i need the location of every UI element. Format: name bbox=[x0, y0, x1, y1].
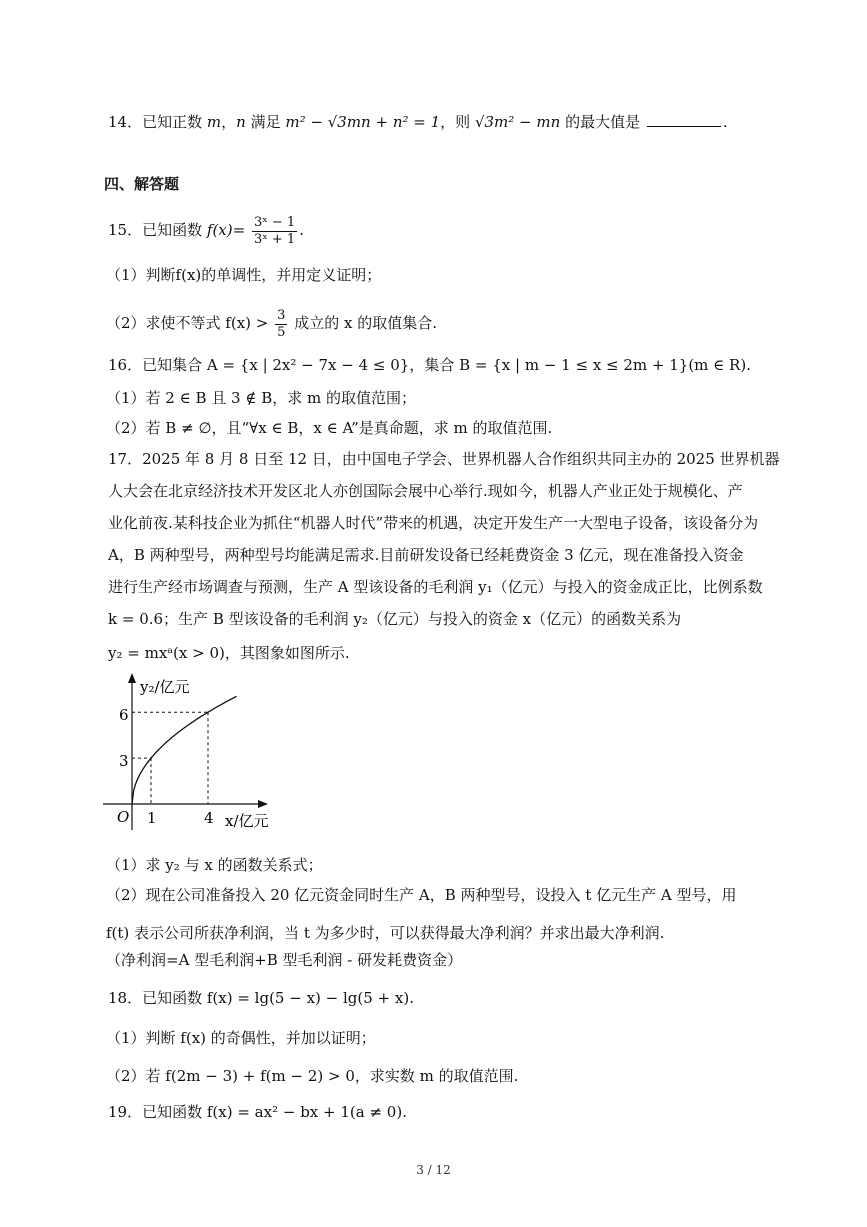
q15-part2: （2）求使不等式 f(x) > $\frac{3}{5}$ 成立的 x 的取值集合. bbox=[106, 307, 437, 340]
y-axis bbox=[128, 673, 136, 830]
q16-part2: （2）若 B ≠ ∅，且“∀x ∈ B，x ∈ A”是真命题，求 m 的取值范围. bbox=[106, 419, 553, 437]
x-axis bbox=[103, 800, 268, 808]
question-14: 14．已知正数 m，n 满足 m² − √3mn + n² = 1，则 √3m² − mn 的最大值是 . bbox=[108, 113, 728, 131]
y2-curve bbox=[132, 696, 237, 804]
q15-fraction: $\frac{\text{3ˣ − 1}}{\text{3ˣ + 1}}$ bbox=[253, 214, 296, 247]
q16-part1: （1）若 2 ∈ B 且 3 ∉ B，求 m 的取值范围； bbox=[106, 389, 417, 407]
q17-part2-line2: f(t) 表示公司所获净利润，当 t 为多少时，可以获得最大净利润？并求出最大净利润. bbox=[106, 924, 665, 942]
question-15: 15．已知函数 f(x)= $\frac{\text{3ˣ − 1}}{\text{3ˣ + 1}}$ . bbox=[108, 214, 304, 247]
x-tick-4: 4 bbox=[204, 809, 214, 827]
q17-line6: k = 0.6；生产 B 型该设备的毛利润 y₂（亿元）与投入的资金 x（亿元）的函数关系为 bbox=[108, 610, 682, 628]
q17-line2: 人大会在北京经济技术开发区北人亦创国际会展中心举行.现如今，机器人产业正处于规模化、产 bbox=[108, 482, 743, 500]
section-heading: 四、解答题 bbox=[104, 175, 180, 193]
question-18: 18．已知函数 f(x) = lg(5 − x) − lg(5 + x). bbox=[108, 989, 414, 1007]
origin-label: O bbox=[117, 808, 130, 826]
function-graph bbox=[95, 670, 295, 840]
q18-part1: （1）判断 f(x) 的奇偶性，并加以证明； bbox=[106, 1029, 376, 1047]
page-number: 3 / 12 bbox=[416, 1163, 451, 1177]
q14-expression: √3m² − mn bbox=[474, 113, 561, 131]
y-tick-3: 3 bbox=[119, 752, 129, 770]
q15-part1: （1）判断f(x)的单调性，并用定义证明； bbox=[106, 266, 382, 284]
x-axis-label: x/亿元 bbox=[225, 812, 269, 830]
x-tick-1: 1 bbox=[147, 809, 157, 827]
y-axis-label: y₂/亿元 bbox=[140, 678, 190, 696]
data-points bbox=[150, 711, 209, 759]
y-tick-6: 6 bbox=[119, 706, 129, 724]
q17-part2-line1: （2）现在公司准备投入 20 亿元资金同时生产 A，B 两种型号，设投入 t 亿元生产 A 型号，用 bbox=[106, 886, 737, 904]
q18-part2: （2）若 f(2m − 3) + f(m − 2) > 0，求实数 m 的取值范围. bbox=[106, 1067, 519, 1085]
q17-line5: 进行生产经市场调查与预测，生产 A 型该设备的毛利润 y₁（亿元）与投入的资金成正比，比例系数 bbox=[108, 578, 763, 596]
q17-line1: 17．2025 年 8 月 8 日至 12 日，由中国电子学会、世界机器人合作组织共同主办的 2025 世界机器 bbox=[108, 450, 780, 468]
q17-part1: （1）求 y₂ 与 x 的函数关系式； bbox=[106, 856, 323, 874]
q17-line7: y₂ = mxᵃ(x > 0)，其图象如图所示. bbox=[108, 644, 350, 662]
data-point bbox=[207, 711, 209, 713]
data-point bbox=[150, 757, 152, 759]
q14-condition: m² − √3mn + n² = 1 bbox=[285, 113, 441, 131]
answer-blank bbox=[647, 112, 721, 127]
q17-line4: A，B 两种型号，两种型号均能满足需求.目前研发设备已经耗费资金 3 亿元，现在准备投入资金 bbox=[108, 546, 744, 564]
question-19: 19．已知函数 f(x) = ax² − bx + 1(a ≠ 0). bbox=[108, 1103, 407, 1121]
guide-lines bbox=[132, 712, 208, 804]
q17-line3: 业化前夜.某科技企业为抓住“机器人时代”带来的机遇，决定开发生产一大型电子设备，该设备分为 bbox=[108, 514, 759, 532]
question-16: 16．已知集合 A = {x | 2x² − 7x − 4 ≤ 0}，集合 B = {x | m − 1 ≤ x ≤ 2m + 1}(m ∈ R). bbox=[108, 356, 751, 374]
q17-part2-note: （净利润=A 型毛利润+B 型毛利润 - 研发耗费资金） bbox=[106, 951, 463, 969]
